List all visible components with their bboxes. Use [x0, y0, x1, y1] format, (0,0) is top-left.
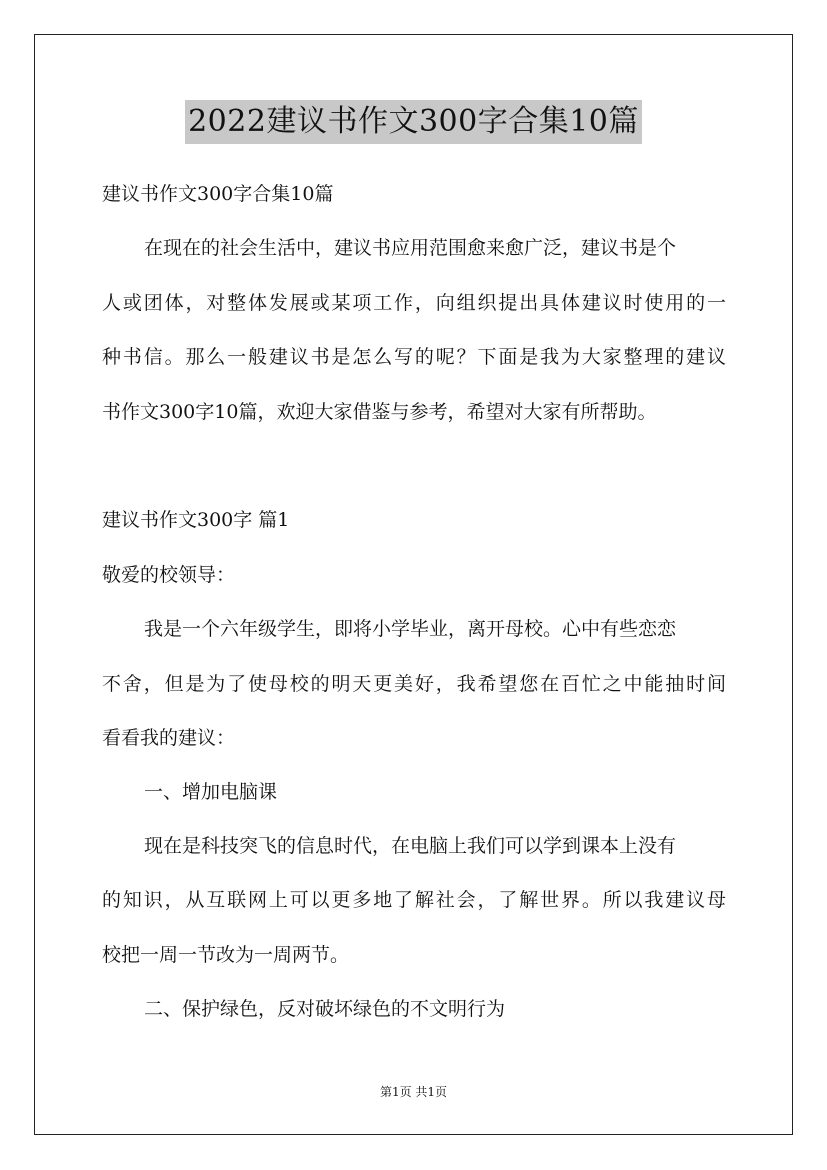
paragraph1-line-2: 不舍，但是为了使母校的明天更美好，我希望您在百忙之中能抽时间: [102, 673, 726, 695]
title-container: [0, 100, 827, 144]
intro-line-4: 书作文300字10篇，欢迎大家借鉴与参考，希望对大家有所帮助。: [102, 401, 657, 423]
intro-line-1: 在现在的社会生活中，建议书应用范围愈来愈广泛，建议书是个: [144, 237, 677, 259]
paragraph1-line-1: 我是一个六年级学生，即将小学毕业，离开母校。心中有些恋恋: [144, 618, 677, 640]
point1-heading: 一、增加电脑课: [144, 781, 278, 803]
paragraph2-line-2: 的知识，从互联网上可以更多地了解社会，了解世界。所以我建议母: [102, 889, 726, 911]
page-footer: [0, 1084, 827, 1100]
intro-line-2: 人或团体，对整体发展或某项工作，向组织提出具体建议时使用的一: [102, 292, 726, 314]
paragraph2-line-3: 校把一周一节改为一周两节。: [102, 944, 350, 966]
salutation: 敬爱的校领导：: [102, 564, 236, 586]
document-subtitle: 建议书作文300字合集10篇: [102, 183, 334, 205]
document-title: 2022建议书作文300字合集10篇: [185, 100, 642, 144]
page-number: 第1页 共1页: [379, 1085, 448, 1099]
intro-line-3: 种书信。那么一般建议书是怎么写的呢？下面是我为大家整理的建议: [102, 346, 726, 368]
paragraph2-line-1: 现在是科技突飞的信息时代，在电脑上我们可以学到课本上没有: [144, 835, 677, 857]
section-heading: 建议书作文300字 篇1: [102, 509, 290, 531]
paragraph1-line-3: 看看我的建议：: [102, 727, 236, 749]
point2-heading: 二、保护绿色，反对破坏绿色的不文明行为: [144, 998, 506, 1020]
